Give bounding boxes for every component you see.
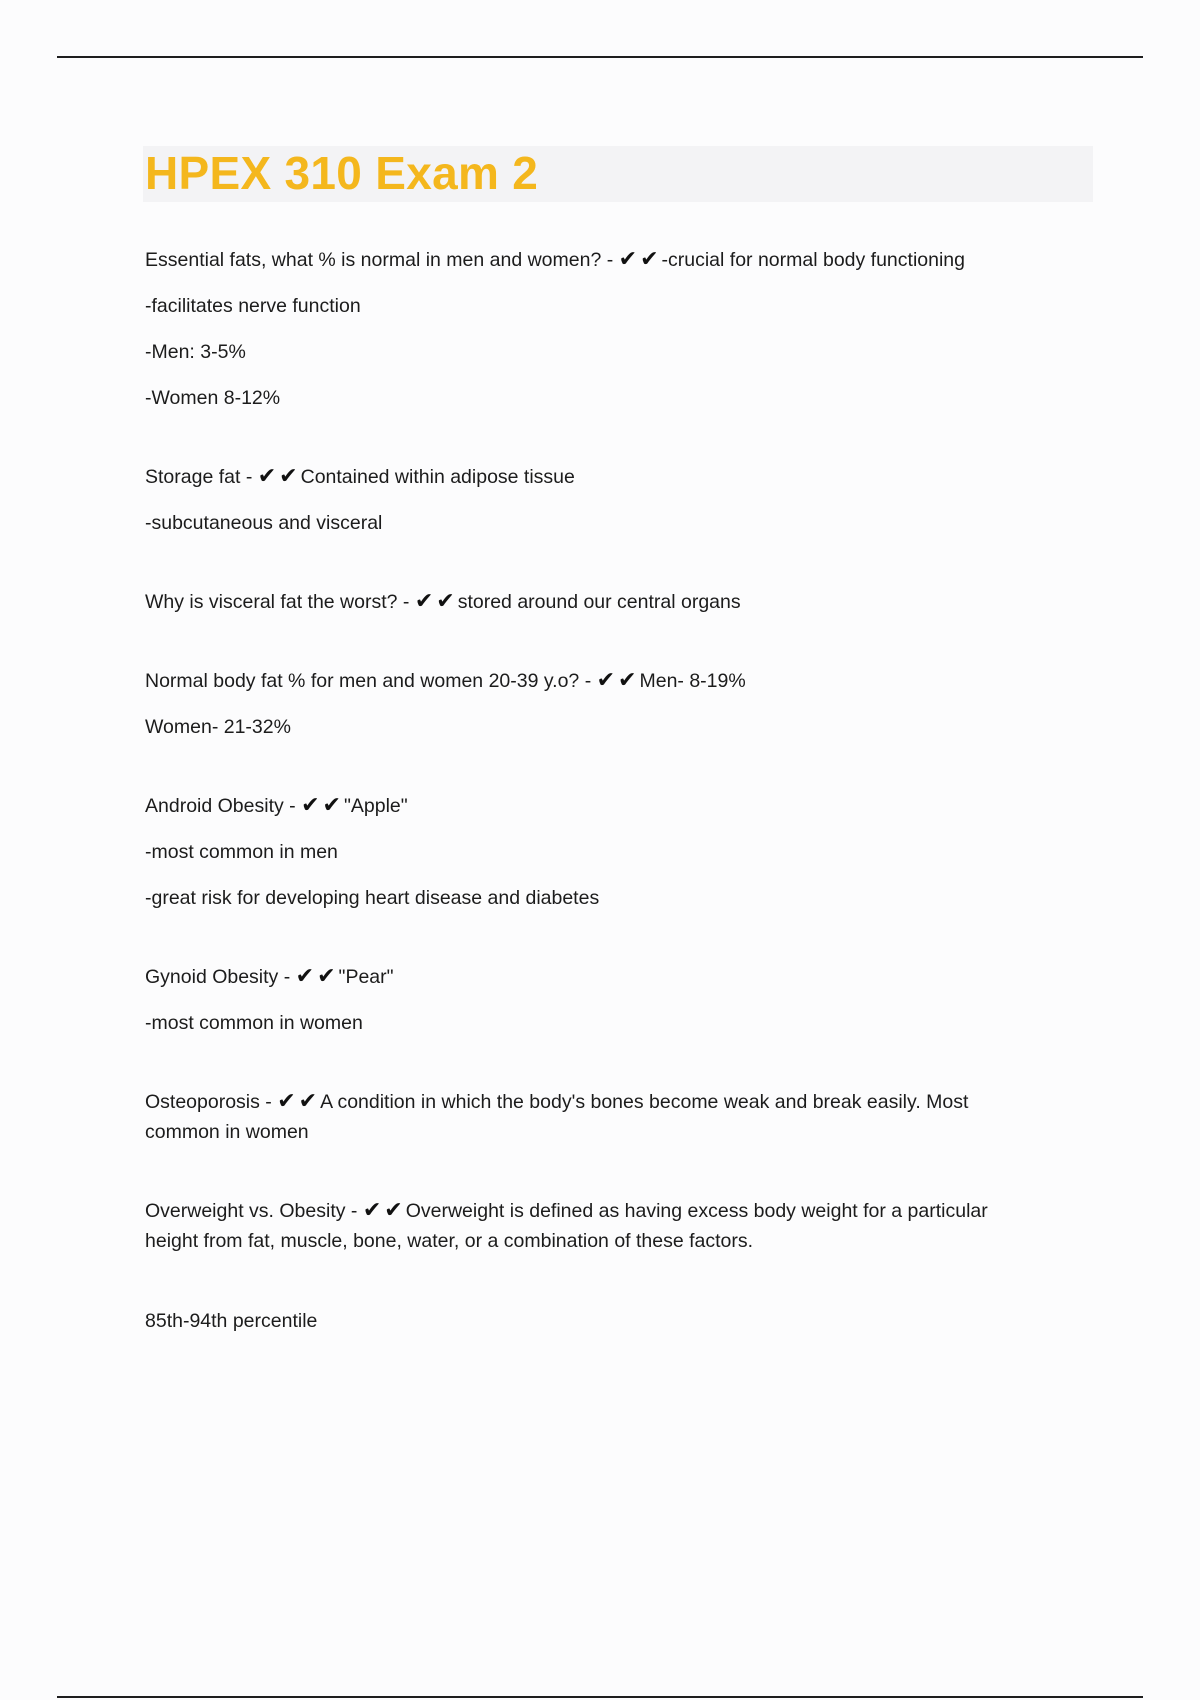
- footer-rule: [57, 1696, 1143, 1698]
- card-term-line: [145, 245, 1045, 275]
- card-question: Storage fat -: [145, 466, 258, 488]
- card-question: Android Obesity -: [145, 795, 302, 817]
- flashcard: [145, 1087, 1045, 1147]
- double-check-icon: ✔✔: [618, 247, 662, 272]
- card-detail: -Women 8-12%: [145, 387, 281, 409]
- card-answer: "Pear": [338, 966, 394, 988]
- card-detail: -most common in men: [145, 841, 338, 863]
- flashcard-list: [145, 245, 1045, 1385]
- flashcard: [145, 666, 1045, 742]
- card-term-line: [145, 462, 1045, 492]
- card-answer: -crucial for normal body functioning: [661, 249, 965, 271]
- card-detail: Women- 21-32%: [145, 716, 291, 738]
- card-term-line: [145, 791, 1045, 821]
- card-question: Osteoporosis -: [145, 1091, 278, 1113]
- card-question: Normal body fat % for men and women 20-39 y.o? -: [145, 670, 597, 692]
- double-check-icon: ✔✔: [295, 964, 339, 989]
- double-check-icon: ✔✔: [596, 668, 640, 693]
- card-term-line: [145, 587, 1045, 617]
- double-check-icon: ✔✔: [257, 464, 301, 489]
- card-answer: stored around our central organs: [457, 591, 741, 613]
- card-detail: -most common in women: [145, 1012, 363, 1034]
- card-answer: Overweight is defined as having excess body weight for a particular height from fat, muscle, bone, water, or a combination of these factors.: [145, 1200, 988, 1252]
- card-answer: "Apple": [343, 795, 408, 817]
- flashcard: [145, 587, 1045, 617]
- card-detail: -great risk for developing heart disease and diabetes: [145, 887, 600, 909]
- double-check-icon: ✔✔: [301, 793, 344, 818]
- header-rule: [57, 56, 1143, 58]
- double-check-icon: ✔✔: [277, 1089, 321, 1114]
- flashcard: [145, 1196, 1045, 1336]
- card-detail: -Men: 3-5%: [145, 341, 246, 363]
- card-term-line: [145, 666, 1045, 696]
- card-question: Why is visceral fat the worst? -: [145, 591, 415, 613]
- flashcard: [145, 245, 1045, 413]
- page-title: HPEX 310 Exam 2: [145, 147, 539, 199]
- double-check-icon: ✔✔: [362, 1198, 406, 1223]
- double-check-icon: ✔✔: [414, 589, 458, 614]
- card-answer: Men- 8-19%: [639, 670, 746, 692]
- card-detail: -subcutaneous and visceral: [145, 512, 383, 534]
- card-question: Essential fats, what % is normal in men and women? -: [145, 249, 619, 271]
- card-detail: 85th-94th percentile: [145, 1310, 318, 1332]
- card-question: Gynoid Obesity -: [145, 966, 296, 988]
- flashcard: [145, 962, 1045, 1038]
- card-term-line: [145, 962, 1045, 992]
- card-answer: A condition in which the body's bones become weak and break easily. Most common in women: [145, 1091, 969, 1143]
- card-term-line: [145, 1196, 1045, 1256]
- card-term-line: [145, 1087, 1045, 1147]
- flashcard: [145, 791, 1045, 913]
- card-question: Overweight vs. Obesity -: [145, 1200, 363, 1222]
- card-answer: Contained within adipose tissue: [300, 466, 575, 488]
- flashcard: [145, 462, 1045, 538]
- card-detail: -facilitates nerve function: [145, 295, 361, 317]
